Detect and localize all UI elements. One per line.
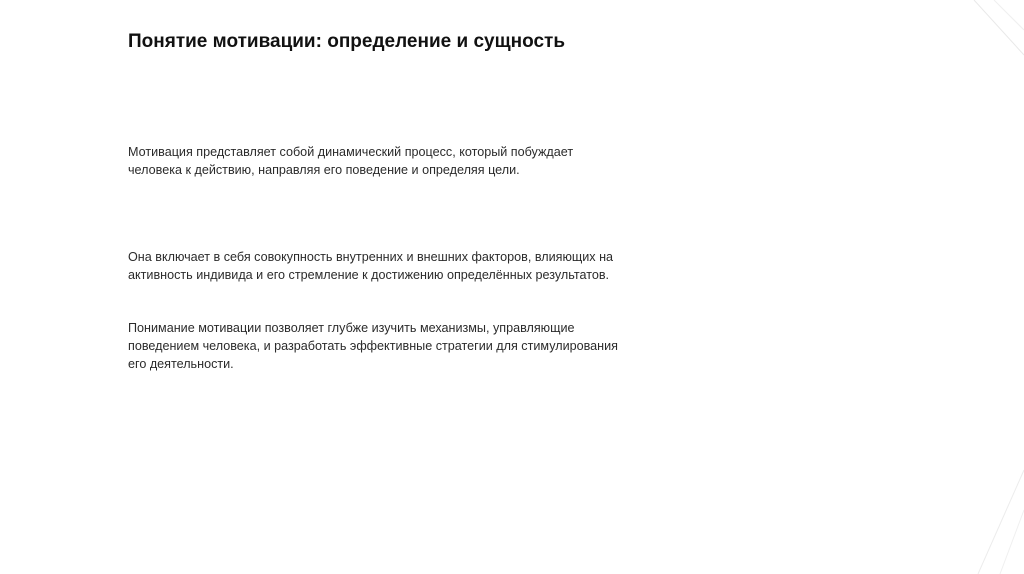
decor-line xyxy=(994,0,1024,30)
slide-title: Понятие мотивации: определение и сущность xyxy=(128,31,565,52)
paragraph-line: человека к действию, направляя его поведение и определяя цели. xyxy=(128,163,520,177)
paragraph-line: активность индивида и его стремление к достижению определённых результатов. xyxy=(128,268,610,282)
decor-line xyxy=(974,0,1024,55)
paragraph-factors xyxy=(128,248,688,284)
decor-line xyxy=(978,470,1024,574)
paragraph-line: Она включает в себя совокупность внутренних и внешних факторов, влияющих на xyxy=(128,250,614,264)
paragraph-line: Понимание мотивации позволяет глубже изучить механизмы, управляющие xyxy=(128,321,575,335)
decor-line xyxy=(1000,510,1024,574)
corner-decoration xyxy=(964,0,1024,574)
paragraph-line: его деятельности. xyxy=(128,357,234,371)
paragraph-understanding xyxy=(128,319,688,373)
paragraph-line: Мотивация представляет собой динамический процесс, который побуждает xyxy=(128,145,574,159)
paragraph-definition xyxy=(128,143,688,179)
paragraph-line: поведением человека, и разработать эффективные стратегии для стимулирования xyxy=(128,339,618,353)
